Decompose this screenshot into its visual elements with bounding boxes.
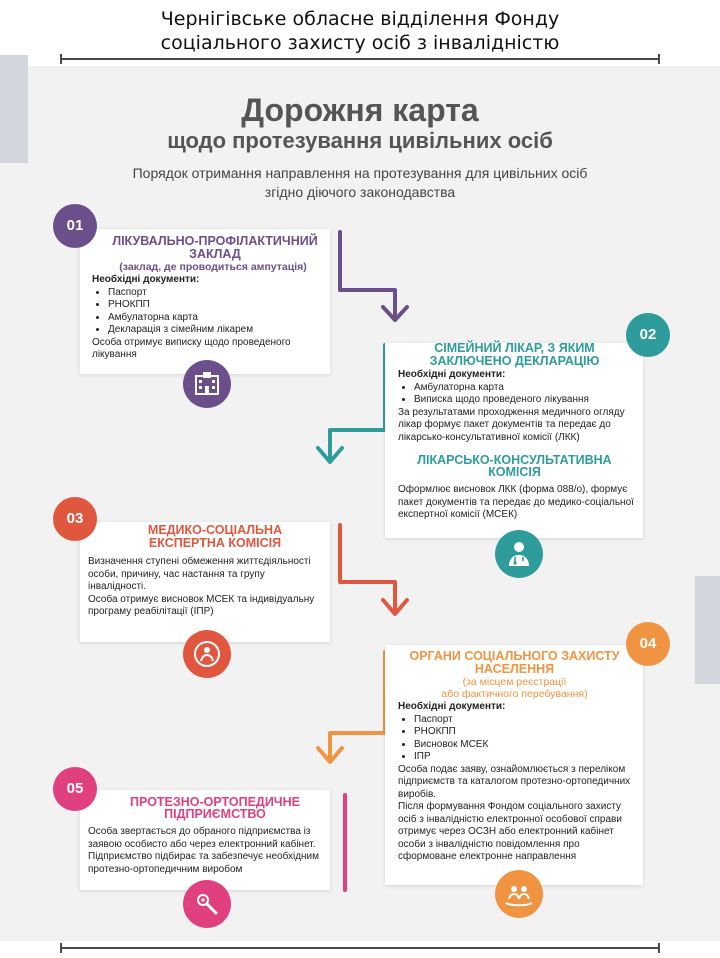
prosthesis-icon	[183, 880, 231, 928]
medical-commission-icon	[183, 630, 231, 678]
step-2-doc: • Виписка щодо проведеного лікування	[414, 394, 638, 407]
step-3-number: 03	[53, 497, 97, 541]
step-4-title-line-2: НАСЕЛЕННЯ	[474, 662, 555, 676]
poster-title: Дорожня карта	[241, 92, 479, 128]
arrow-4-to-5	[318, 652, 385, 762]
step-2-body	[398, 369, 638, 444]
step-5-note: Особа звертається до обраного підприємства із заявою особисто або через електронний кабінет.	[88, 826, 316, 850]
step-3-title-line-1: МЕДИКО-СОЦІАЛЬНА	[147, 523, 283, 537]
step-4-doc: • Висновок МСЕК	[414, 739, 638, 752]
step-3-body	[88, 556, 324, 619]
step-1-doc: • Паспорт	[108, 287, 322, 300]
step-4-doc: • Паспорт	[414, 714, 638, 727]
step-1-docs-list	[92, 287, 322, 337]
step-2-docs-label: Необхідні документи:	[398, 369, 506, 380]
step-4-doc: • РНОКПП	[414, 726, 638, 739]
step-4-subtitle-line-2: або фактичного перебування)	[441, 688, 588, 700]
hospital-icon	[183, 360, 231, 408]
poster-intro-2: згідно діючого законодавства	[264, 184, 456, 200]
poster-intro-1: Порядок отримання направлення на протезування для цивільних осіб	[132, 165, 588, 181]
header-line-2: соціального захисту осіб з інвалідністю	[160, 32, 560, 54]
step-2-note: За результатами проходження медичного огляду лікар формує пакет документів та передає до лікарсько-консультативної комісії (ЛКК)	[398, 406, 625, 443]
step-5-number: 05	[53, 767, 97, 811]
arrow-3-to-4	[340, 525, 407, 614]
step-3-title-line-2: ЕКСПЕРТНА КОМІСІЯ	[148, 536, 282, 550]
step-2-docs-list	[398, 382, 638, 407]
footer-divider	[60, 947, 660, 949]
step-4-number: 04	[626, 622, 670, 666]
step-4-doc: • ІПР	[414, 751, 638, 764]
step-4-body	[398, 701, 638, 864]
header-line-1: Чернігівське обласне відділення Фонду	[160, 8, 560, 30]
step-2-title2-line-1: ЛІКАРСЬКО-КОНСУЛЬТАТИВНА	[417, 453, 612, 467]
step-1-docs-label: Необхідні документи:	[92, 274, 200, 285]
step-1-number: 01	[53, 204, 97, 248]
step-1-doc: • Амбулаторна карта	[108, 312, 322, 325]
step-1-title-line-1: ЛІКУВАЛЬНО-ПРОФІЛАКТИЧНИЙ	[112, 234, 318, 248]
step-1-subtitle: (заклад, де проводиться ампутація)	[119, 261, 307, 273]
step-1-doc: • РНОКПП	[108, 299, 322, 312]
step-3-note: Визначення ступені обмеження життєдіяльності особи, причину, час настання та групу інвалідності.	[88, 556, 311, 592]
step-2-number: 02	[626, 313, 670, 357]
step-5-title-line-2: ПІДПРИЄМСТВО	[164, 807, 266, 821]
step-3-note2: Особа отримує висновок МСЕК та індивідуальну програму реабілітації (ІПР)	[88, 593, 315, 617]
step-4-title-line-1: ОРГАНИ СОЦІАЛЬНОГО ЗАХИСТУ	[409, 649, 620, 663]
step-4-note2: Після формування Фондом соціального захисту осіб з інвалідністю електронної особової справи отримує через ОСЗН або електронний кабінет особи з інвалідністю повідомлення про сформоване електронне направлення	[398, 801, 622, 862]
step-4-note: Особа подає заяву, ознайомлюється з переліком підприємств та каталогом протезно-ортопедичних виробів.	[398, 763, 631, 800]
people-hands-icon	[495, 870, 543, 918]
footer-divider-tick-right	[658, 943, 660, 953]
arrow-1-to-2	[340, 232, 407, 320]
step-2-doc: • Амбулаторна карта	[414, 382, 638, 395]
step-2-note2: Оформлює висновок ЛКК (форма 088/о), формує пакет документів та передає до медико-соціальної експертної комісії (МСЕК)	[398, 484, 634, 520]
step-1-title-line-2: ЗАКЛАД	[189, 247, 241, 261]
step-2-title2-line-2: КОМІСІЯ	[488, 465, 541, 479]
doctor-icon	[495, 530, 543, 578]
step-1-doc: • Декларація з сімейним лікарем	[108, 324, 322, 337]
step-4-docs-list	[398, 714, 638, 764]
step-4-docs-label: Необхідні документи:	[398, 701, 506, 712]
step-2-title-line-1: СІМЕЙНИЙ ЛІКАР, З ЯКИМ	[434, 341, 595, 355]
step-5-body	[88, 826, 324, 876]
footer-divider-tick-left	[60, 943, 62, 953]
step-2-title-line-2: ЗАКЛЮЧЕНО ДЕКЛАРАЦІЮ	[429, 354, 600, 368]
step-5-title-line-1: ПРОТЕЗНО-ОРТОПЕДИЧНЕ	[130, 795, 300, 809]
poster-title-sub: щодо протезування цивільних осіб	[167, 128, 553, 153]
step-5-note2: Підприємство підбирає та забезпечує необхідним протезно-ортопедичним виробом	[88, 851, 320, 875]
step-4-subtitle-line-1: (за місцем реєстрації	[462, 676, 567, 688]
step-1-body	[92, 274, 322, 362]
step-1-note: Особа отримує виписку щодо проведеного лікування	[92, 336, 291, 360]
